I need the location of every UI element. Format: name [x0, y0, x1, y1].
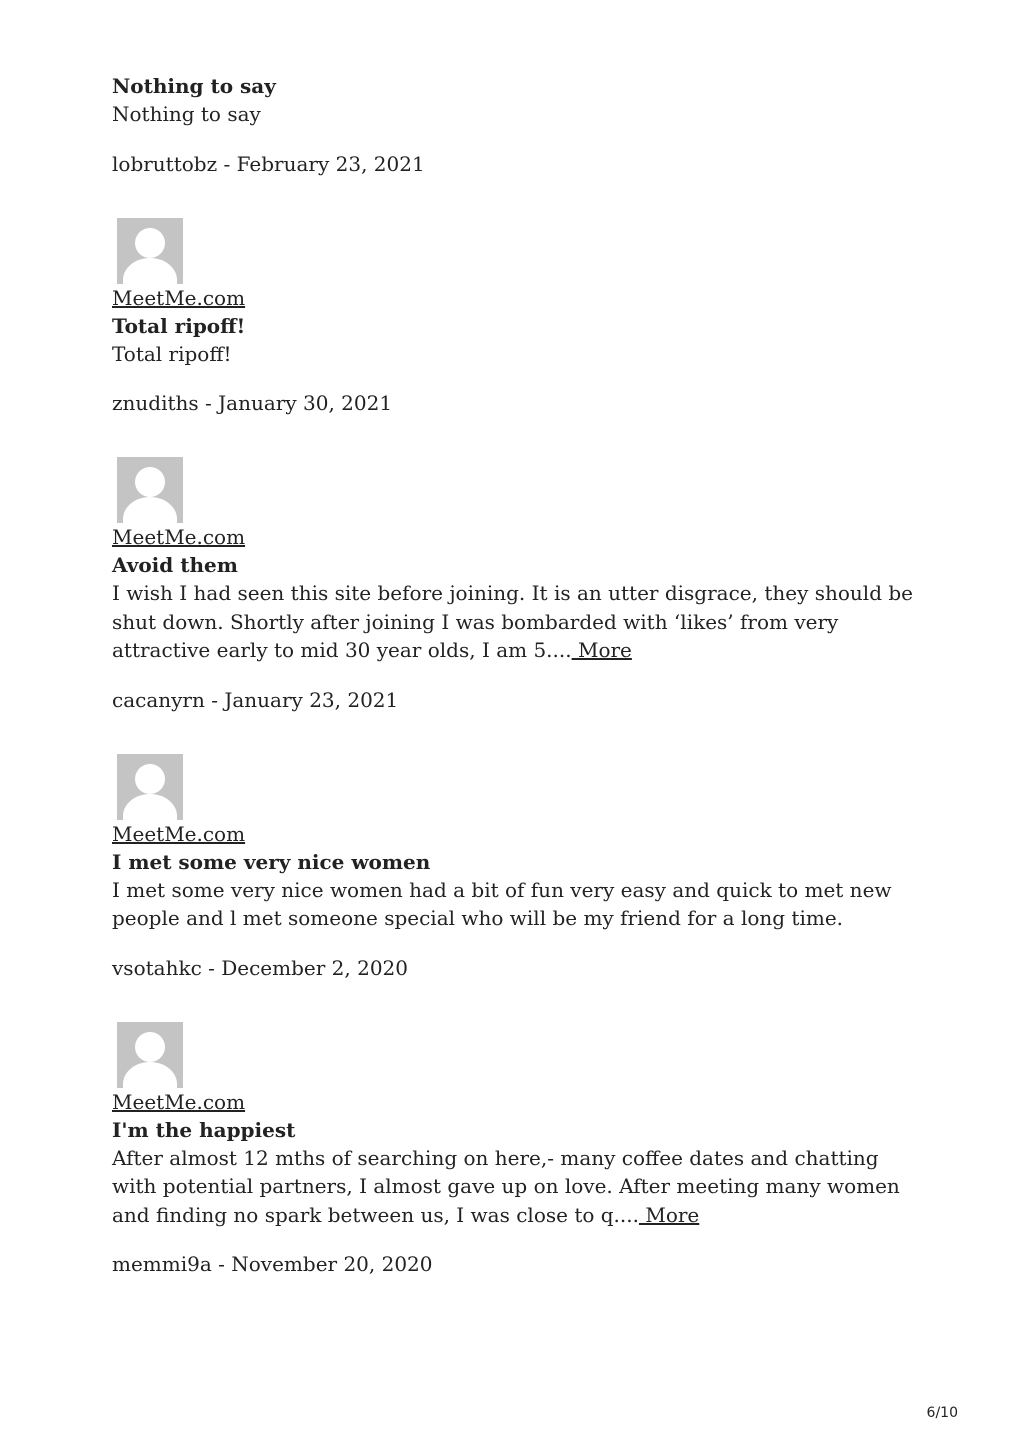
review-author-date: cacanyrn - January 23, 2021	[112, 687, 399, 712]
review-entry	[112, 754, 924, 982]
review-author-date: lobruttobz - February 23, 2021	[112, 151, 425, 176]
review-author-date: znudiths - January 30, 2021	[112, 391, 393, 415]
reviews-page	[112, 72, 924, 1278]
review-title: I'm the happiest	[112, 1117, 296, 1142]
review-entry	[112, 218, 924, 418]
review-body-text: Total ripoff!	[112, 341, 232, 366]
review-body-text: After almost 12 mths of searching on here,- many coffee dates and chatting with potential partners, I almost gave up on love. After meeting many women and finding no spark between us, I was close to q....	[112, 1145, 900, 1227]
review-body	[112, 876, 924, 933]
review-body-text: I met some very nice women had a bit of fun very easy and quick to met new people and l met someone special who will be my friend for a long time.	[112, 877, 892, 930]
site-link[interactable]: MeetMe.com	[112, 525, 246, 549]
site-link[interactable]: MeetMe.com	[112, 285, 246, 310]
site-link[interactable]: MeetMe.com	[112, 821, 246, 846]
review-body	[112, 1144, 924, 1230]
user-avatar-icon	[117, 1022, 183, 1088]
review-title: Nothing to say	[112, 74, 276, 98]
review-entry	[112, 457, 924, 714]
review-body: Nothing to say	[112, 102, 261, 126]
review-body-text: I wish I had seen this site before joining. It is an utter disgrace, they should be shut down. Shortly after joining I was bombarded with ‘likes’ from very attractive early to mid 30 year olds, I am 5....	[112, 581, 914, 662]
review-author-date: memmi9a - November 20, 2020	[112, 1252, 433, 1276]
review-title: Avoid them	[112, 553, 238, 577]
user-avatar-icon	[117, 218, 183, 284]
page-number: 6/10	[926, 1405, 958, 1421]
site-link[interactable]: MeetMe.com	[112, 1089, 246, 1114]
user-avatar-icon	[117, 457, 183, 523]
review-entry	[112, 1022, 924, 1279]
review-title: I met some very nice women	[112, 849, 431, 874]
review-author-date: vsotahkc - December 2, 2020	[112, 955, 409, 980]
more-link[interactable]: More	[638, 1202, 700, 1227]
review-entry	[112, 72, 924, 178]
review-body	[112, 340, 924, 369]
user-avatar-icon	[117, 754, 183, 820]
review-title: Total ripoff!	[112, 313, 246, 338]
review-body	[112, 579, 924, 665]
more-link[interactable]: More	[571, 638, 632, 662]
